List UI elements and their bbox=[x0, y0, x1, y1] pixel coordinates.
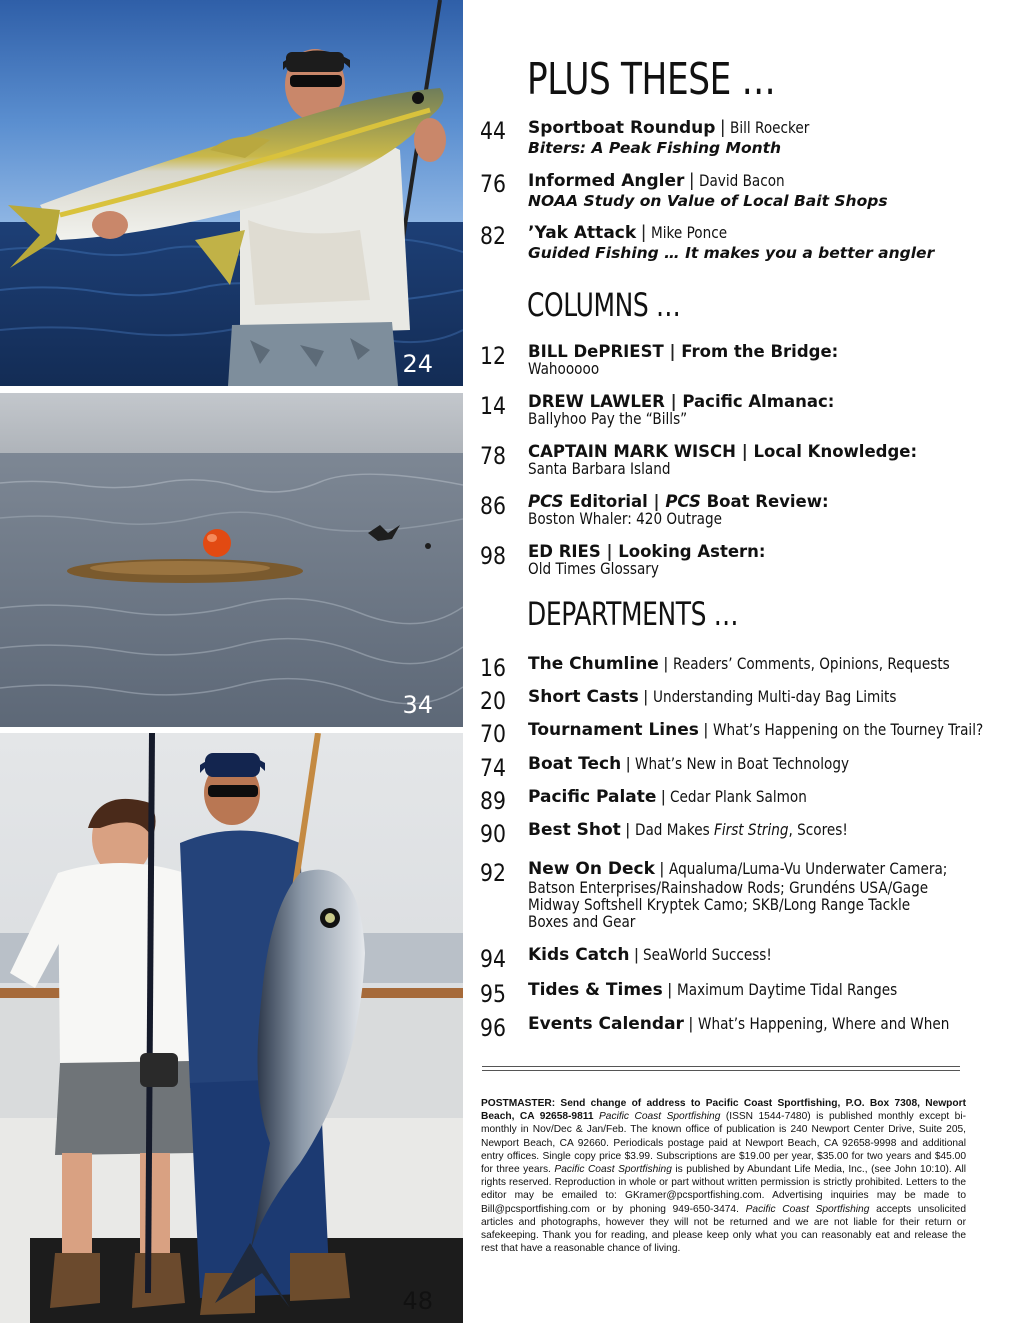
entry-title: ’Yak Attack bbox=[528, 223, 637, 243]
department-title: Tournament Lines bbox=[528, 720, 699, 740]
department-title: Short Casts bbox=[528, 687, 639, 707]
columnist-name: ED RIES bbox=[528, 542, 601, 561]
postmaster-notice: POSTMASTER: Send change of address to Pacific Coast Sportfishing, P.O. Box 7308, Newport Beach, CA 92658-9811 Pacific Coast Sportfishing (ISSN 1544-7480) is published monthly except bi-monthly in Nov/Dec & Jan/Feb. The known office of publication is 240 Newport Center Drive, Suite 205, Newport Beach, CA 92660. Periodicals postage paid at Newport Beach, CA 92658-9998 and additional entry offices. Single copy price $3.99. Subscriptions are $19.00 per year, $35.00 for two years and $45.00 for three years. Pacific Coast Sportfishing is published by Abundant Life Media, Inc., (see John 10:10). All rights reserved. Reproduction in whole or part without written permission is strictly prohibited. Letters to the editor may be emailed to: GKramer@pcsportfishing.com. Advertising inquiries may be made to Bill@pcsportfishing.com or by phoning 949-650-3474. Pacific Coast Sportfishing accepts unsolicited articles and photographs, however they will not be returned and we are not liable for their return or safekeeping. Thank you for reading, and please keep only what you can reasonably eat and release the rest that have a reasonable chance of living. bbox=[481, 1098, 967, 1255]
department-title: Kids Catch bbox=[528, 945, 630, 965]
page-number: 95 bbox=[480, 980, 506, 1008]
photo-page-number: 34 bbox=[402, 691, 433, 719]
department-desc: Cedar Plank Salmon bbox=[670, 787, 808, 806]
department-desc: Readers’ Comments, Opinions, Requests bbox=[672, 654, 950, 673]
photo-yellowtail-illustration bbox=[0, 0, 463, 386]
page-number: 96 bbox=[480, 1014, 506, 1042]
page-number: 12 bbox=[480, 342, 506, 370]
page-number: 14 bbox=[480, 392, 506, 420]
photo-kelp-illustration bbox=[0, 393, 463, 727]
page-number: 76 bbox=[480, 170, 506, 198]
divider-rule bbox=[482, 1066, 960, 1067]
entry-subtitle: Biters: A Peak Fishing Month bbox=[528, 139, 782, 157]
department-desc-continued: Batson Enterprises/Rainshadow Rods; Grundéns USA/Gage Midway Softshell Kryptek Camo; SKB/Long Range Tackle Boxes and Gear bbox=[528, 878, 929, 931]
department-title: Events Calendar bbox=[528, 1014, 684, 1034]
photo-page-number: 48 bbox=[402, 1287, 433, 1315]
columnist-name: BILL DePRIEST bbox=[528, 342, 664, 361]
department-desc: Dad Makes First String, Scores! bbox=[634, 820, 848, 839]
department-title: New On Deck bbox=[528, 859, 655, 879]
department-desc: What’s New in Boat Technology bbox=[635, 754, 850, 773]
entry-subtitle: Old Times Glossary bbox=[528, 559, 659, 578]
columnist-name: Editorial bbox=[563, 492, 648, 511]
page-number: 90 bbox=[480, 820, 506, 848]
column-name: From the Bridge: bbox=[681, 342, 839, 361]
divider-rule bbox=[482, 1070, 960, 1071]
column-name: Boat Review: bbox=[700, 492, 829, 511]
department-title: Boat Tech bbox=[528, 754, 622, 774]
columnist-name: DREW LAWLER bbox=[528, 392, 665, 411]
photo-yellowtail-angler bbox=[0, 0, 463, 386]
page-number: 70 bbox=[480, 720, 506, 748]
entry-subtitle: Ballyhoo Pay the “Bills” bbox=[528, 409, 688, 428]
department-title: Tides & Times bbox=[528, 980, 663, 1000]
entry-subtitle: Guided Fishing … It makes you a better angler bbox=[528, 244, 935, 262]
department-title: The Chumline bbox=[528, 654, 659, 674]
page-number: 44 bbox=[480, 117, 506, 145]
department-desc: Maximum Daytime Tidal Ranges bbox=[676, 980, 897, 999]
page-number: 89 bbox=[480, 787, 506, 815]
photo-page-number: 24 bbox=[402, 350, 433, 378]
page-number: 82 bbox=[480, 222, 506, 250]
photo-kelp-paddy bbox=[0, 393, 463, 727]
department-desc: SeaWorld Success! bbox=[643, 945, 773, 964]
entry-subtitle: NOAA Study on Value of Local Bait Shops bbox=[528, 192, 888, 210]
page-number: 78 bbox=[480, 442, 506, 470]
department-title: Best Shot bbox=[528, 820, 621, 840]
entry-subtitle: Wahooooo bbox=[528, 359, 600, 378]
page-number: 92 bbox=[480, 859, 506, 887]
page-number: 86 bbox=[480, 492, 506, 520]
entry-author: Bill Roecker bbox=[730, 118, 810, 137]
page-number: 94 bbox=[480, 945, 506, 973]
column-name: Looking Astern: bbox=[618, 542, 766, 561]
entry-title: Informed Angler bbox=[528, 171, 685, 191]
entry-author: Mike Ponce bbox=[650, 223, 727, 242]
section-heading-departments: DEPARTMENTS … bbox=[527, 595, 739, 633]
department-desc: What’s Happening, Where and When bbox=[697, 1014, 950, 1033]
column-name: Local Knowledge: bbox=[753, 442, 918, 461]
section-heading-plus-these: PLUS THESE … bbox=[527, 54, 776, 105]
page-number: 98 bbox=[480, 542, 506, 570]
page-number: 74 bbox=[480, 754, 506, 782]
entry-title: Sportboat Roundup bbox=[528, 118, 716, 138]
photo-tuna-catch bbox=[0, 733, 463, 1323]
department-desc: Aqualuma/Luma-Vu Underwater Camera; bbox=[668, 859, 948, 878]
entry-subtitle: Boston Whaler: 420 Outrage bbox=[528, 509, 722, 528]
magazine-abbrev: PCS bbox=[528, 492, 564, 511]
section-heading-columns: COLUMNS … bbox=[527, 286, 681, 324]
columnist-name: CAPTAIN MARK WISCH bbox=[528, 442, 736, 461]
magazine-abbrev: PCS bbox=[665, 492, 701, 511]
entry-author: David Bacon bbox=[699, 171, 785, 190]
photo-tuna-illustration bbox=[0, 733, 463, 1323]
department-desc: Understanding Multi-day Bag Limits bbox=[652, 687, 897, 706]
column-name: Pacific Almanac: bbox=[682, 392, 835, 411]
department-title: Pacific Palate bbox=[528, 787, 657, 807]
page-number: 16 bbox=[480, 654, 506, 682]
page-number: 20 bbox=[480, 687, 506, 715]
department-desc: What’s Happening on the Tourney Trail? bbox=[712, 720, 983, 739]
entry-subtitle: Santa Barbara Island bbox=[528, 459, 671, 478]
